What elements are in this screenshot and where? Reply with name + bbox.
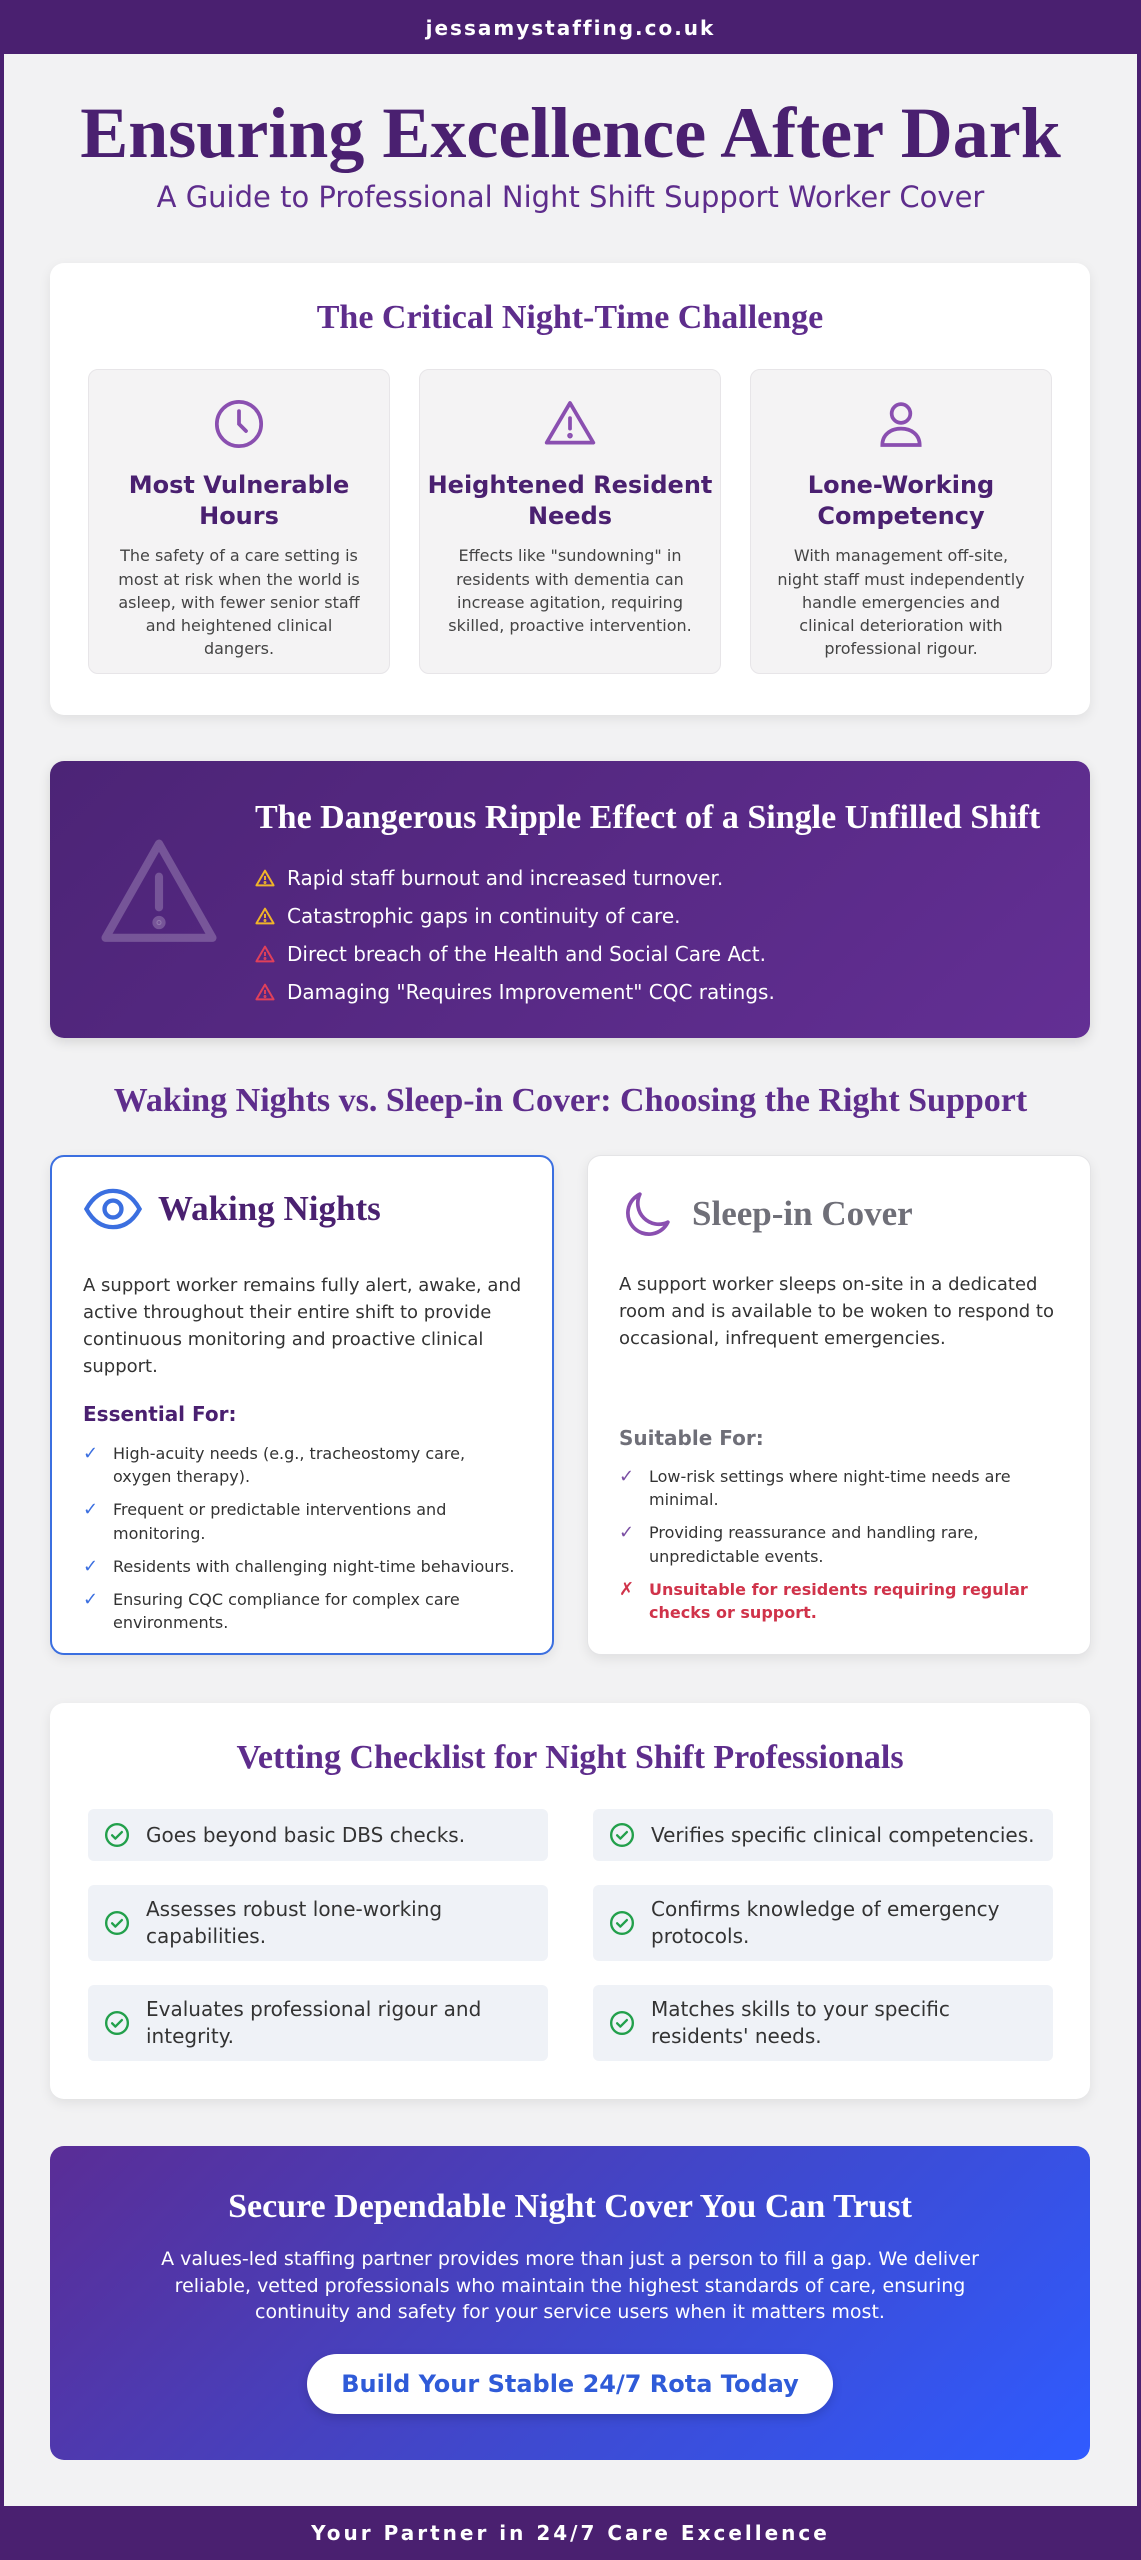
check-circle-icon <box>104 1822 130 1848</box>
cta-text: A values-led staffing partner provides more than just a person to fill a gap. We deliver reliable, vetted professionals who maintain the highest standards of care, ensuring continuity and safety for your service users when it matters most. <box>161 2248 979 2324</box>
build-rota-button[interactable]: Build Your Stable 24/7 Rota Today <box>307 2354 833 2414</box>
clock-icon <box>211 396 267 452</box>
moon-icon <box>620 1186 676 1242</box>
sleep-in-title: Sleep-in Cover <box>692 1194 913 1233</box>
site-header <box>0 0 1141 54</box>
sleep-in-header <box>620 1186 913 1242</box>
warning-icon <box>542 396 598 452</box>
site-domain: jessamystaffing.co.uk <box>425 16 716 40</box>
ripple-item-text: Rapid staff burnout and increased turnover. <box>287 866 724 890</box>
warning-icon <box>96 836 222 948</box>
page-subtitle: A Guide to Professional Night Shift Support Worker Cover <box>156 180 985 214</box>
ripple-item-text: Damaging "Requires Improvement" CQC ratings. <box>287 980 775 1004</box>
sleep-in-card <box>587 1155 1091 1655</box>
check-circle-icon <box>609 1822 635 1848</box>
checklist-item: Verifies specific clinical competencies. <box>593 1809 1053 1861</box>
checklist-item: Matches skills to your specific residents' needs. <box>593 1985 1053 2061</box>
check-icon: ✓ <box>83 1499 99 1521</box>
sleep-in-list <box>619 1465 1059 1634</box>
check-icon: ✓ <box>619 1466 635 1487</box>
list-item: ✓ Ensuring CQC compliance for complex care environments. <box>83 1588 523 1634</box>
check-circle-icon <box>104 1910 130 1936</box>
challenge-card-text: With management off-site, night staff must independently handle emergencies and clinical deterioration with professional rigour. <box>777 546 1025 659</box>
checklist-item: Goes beyond basic DBS checks. <box>88 1809 548 1861</box>
waking-nights-title: Waking Nights <box>158 1189 381 1228</box>
ripple-item <box>255 935 775 973</box>
cta-section <box>50 2146 1090 2460</box>
checklist-item: Confirms knowledge of emergency protocols. <box>593 1885 1053 1961</box>
vetting-checklist-section <box>50 1703 1090 2099</box>
challenge-card-vulnerable-hours <box>88 369 390 674</box>
checklist-item: Evaluates professional rigour and integrity. <box>88 1985 548 2061</box>
person-icon <box>873 396 929 452</box>
challenge-card-text: The safety of a care setting is most at risk when the world is asleep, with fewer senior staff and heightened clinical dangers. <box>118 546 360 659</box>
waking-nights-card <box>50 1155 554 1655</box>
list-item: ✓ Frequent or predictable interventions and monitoring. <box>83 1498 523 1544</box>
checklist-item: Assesses robust lone-working capabilities. <box>88 1885 548 1961</box>
ripple-title: The Dangerous Ripple Effect of a Single Unfilled Shift <box>255 799 1041 836</box>
challenge-card-title: Most Vulnerable Hours <box>128 471 350 531</box>
list-item: ✓ Low-risk settings where night-time needs are minimal. <box>619 1465 1059 1511</box>
waking-nights-list <box>83 1442 523 1645</box>
sleep-in-desc: A support worker sleeps on-site in a dedicated room and is available to be woken to respond to occasional, infrequent emergencies. <box>619 1274 1054 1349</box>
cta-title: Secure Dependable Night Cover You Can Trust <box>228 2188 912 2225</box>
ripple-item <box>255 897 775 935</box>
checklist-title: Vetting Checklist for Night Shift Professionals <box>236 1739 904 1776</box>
alert-icon <box>255 983 275 1001</box>
compare-heading: Waking Nights vs. Sleep-in Cover: Choosing the Right Support <box>113 1082 1028 1119</box>
challenge-title: The Critical Night-Time Challenge <box>316 299 824 336</box>
check-icon: ✓ <box>83 1555 99 1577</box>
site-footer <box>0 2506 1141 2560</box>
challenge-section <box>50 263 1090 715</box>
page-title: Ensuring Excellence After Dark <box>80 93 1061 173</box>
warning-icon <box>255 869 275 887</box>
ripple-item-text: Direct breach of the Health and Social Care Act. <box>287 942 766 966</box>
check-icon: ✓ <box>83 1443 99 1464</box>
warning-icon <box>255 907 275 925</box>
check-icon: ✓ <box>619 1522 635 1544</box>
ripple-item-text: Catastrophic gaps in continuity of care. <box>287 904 681 928</box>
waking-nights-header <box>84 1187 381 1231</box>
challenge-card-text: Effects like "sundowning" in residents with dementia can increase agitation, requiring skilled, proactive intervention. <box>448 546 692 635</box>
list-item: ✓ High-acuity needs (e.g., tracheostomy care, oxygen therapy). <box>83 1442 523 1488</box>
check-circle-icon <box>609 1910 635 1936</box>
eye-icon <box>84 1187 142 1231</box>
cross-icon: ✗ <box>619 1578 635 1600</box>
ripple-list <box>255 859 775 1011</box>
alert-icon <box>255 945 275 963</box>
ripple-effect-section <box>50 761 1090 1038</box>
challenge-card-title: Lone-Working Competency <box>807 471 995 531</box>
list-item: ✓ Providing reassurance and handling rare, unpredictable events. <box>619 1521 1059 1567</box>
check-circle-icon <box>609 2010 635 2036</box>
check-icon: ✓ <box>83 1589 99 1611</box>
list-item-warning: ✗ Unsuitable for residents requiring regular checks or support. <box>619 1578 1059 1624</box>
list-item: ✓ Residents with challenging night-time behaviours. <box>83 1555 515 1577</box>
check-circle-icon <box>104 2010 130 2036</box>
footer-tagline: Your Partner in 24/7 Care Excellence <box>311 2521 830 2545</box>
challenge-card-title: Heightened Resident Needs <box>427 471 713 531</box>
ripple-item <box>255 859 775 897</box>
waking-nights-desc: A support worker remains fully alert, awake, and active throughout their entire shift to provide continuous monitoring and proactive clinical support. <box>83 1275 522 1377</box>
challenge-card-resident-needs <box>419 369 721 674</box>
ripple-item <box>255 973 775 1011</box>
challenge-card-lone-working <box>750 369 1052 674</box>
sleep-in-subheading: Suitable For: <box>619 1426 764 1450</box>
waking-nights-subheading: Essential For: <box>83 1402 237 1426</box>
